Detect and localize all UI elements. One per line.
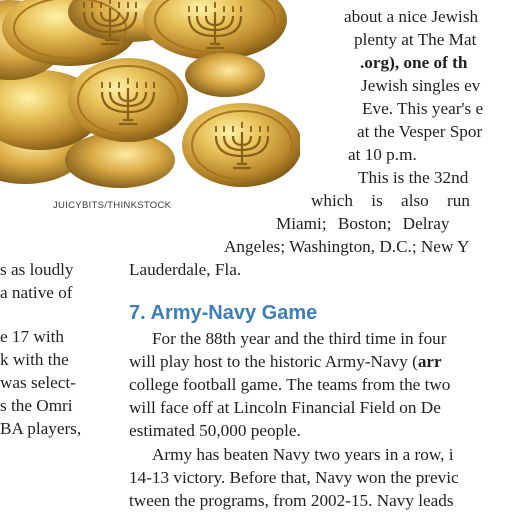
right-line-10: Miami; Boston; Delray (276, 214, 450, 233)
p1-line-2 (129, 351, 442, 373)
p2-line-1: Army has beaten Navy two years in a row, i (152, 445, 454, 464)
left-line-3: e 17 with (0, 327, 64, 346)
right-line-6: at the Vesper Spor (357, 122, 483, 141)
p2-line-3: tween the programs, from 2002-15. Navy leads (129, 491, 454, 510)
right-line-8: This is the 32nd (358, 168, 469, 187)
p1-line-5: estimated 50,000 people. (129, 421, 301, 440)
right-line-1: about a nice Jewish (344, 7, 479, 26)
right-line-4: Jewish singles ev (361, 76, 481, 95)
left-line-4: k with the (0, 350, 69, 369)
left-line-2: a native of (0, 283, 73, 302)
right-line-9: which is also run (311, 191, 470, 210)
right-line-11: Angeles; Washington, D.C.; New Y (224, 237, 470, 256)
p2-line-2: 14-13 victory. Before that, Navy won the previc (129, 468, 459, 487)
gold-coins-photo (0, 0, 300, 194)
left-line-5: was select- (0, 373, 76, 392)
org-bold: .org), one of th (360, 53, 468, 72)
photo-credit: JUICYBITS/THINKSTOCK (53, 200, 172, 211)
p1-line-2-bold: arr (417, 352, 442, 371)
left-line-1: s as loudly (0, 260, 74, 279)
right-line-12: Lauderdale, Fla. (129, 260, 242, 279)
right-line-7: at 10 p.m. (348, 145, 417, 164)
section-heading: 7. Army-Navy Game (129, 302, 318, 324)
p1-line-2-text: will play host to the historic Army-Navy ( (129, 352, 418, 371)
left-line-6: s the Omri (0, 396, 73, 415)
left-line-7: BA players, (0, 419, 82, 438)
p1-line-1: For the 88th year and the third time in four (152, 329, 447, 348)
right-line-3 (360, 52, 467, 74)
p1-line-4: will face off at Lincoln Financial Field on De (129, 398, 441, 417)
right-line-5: Eve. This year's e (362, 99, 484, 118)
right-line-2: plenty at The Mat (354, 30, 477, 49)
menorah-coins-image (0, 0, 300, 194)
p1-line-3: college football game. The teams from the two (129, 375, 451, 394)
